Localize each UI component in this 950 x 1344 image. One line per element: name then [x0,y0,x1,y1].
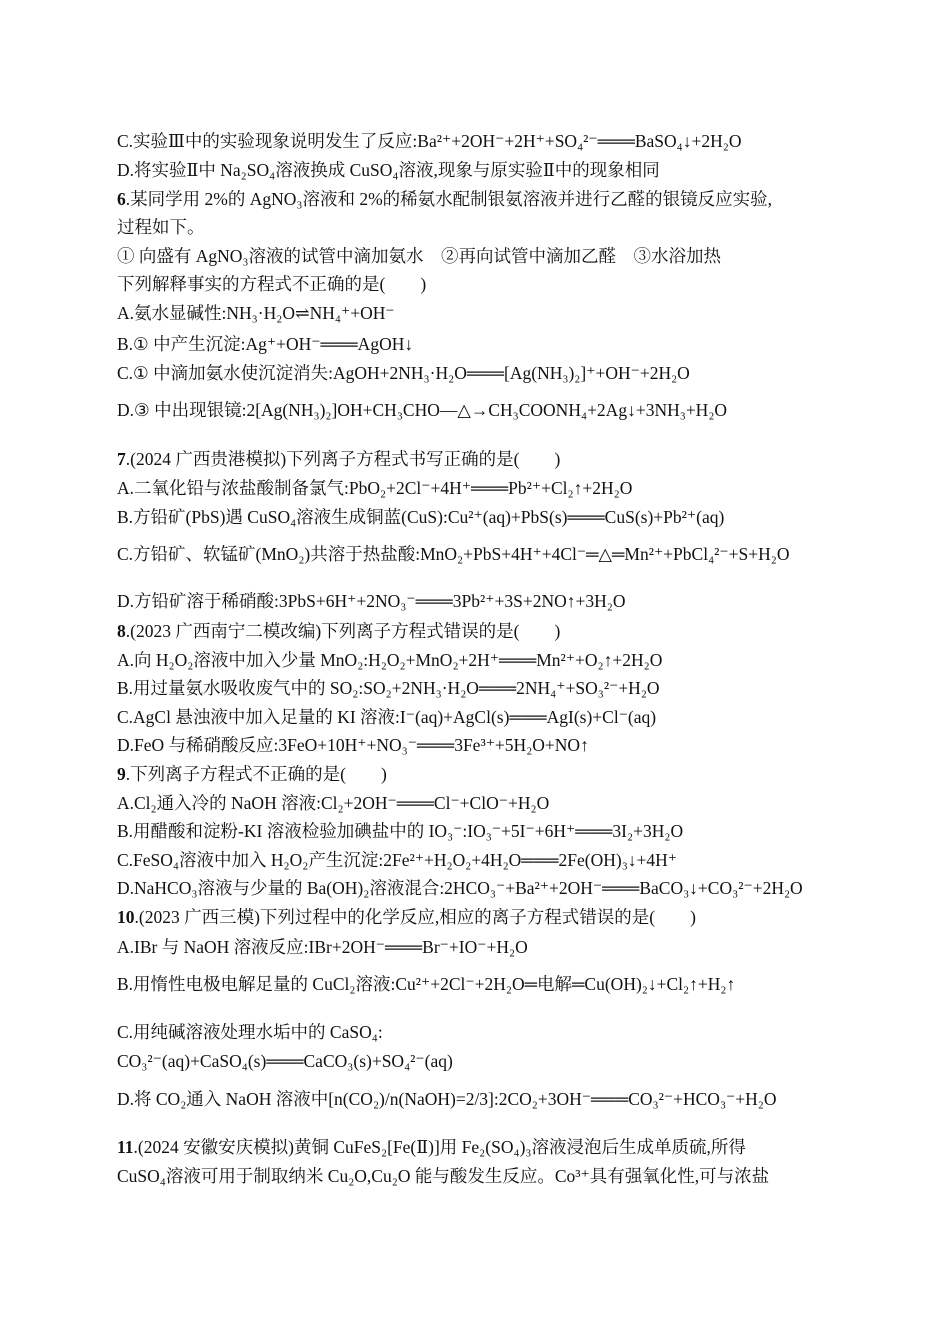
question-number: 8 [117,621,126,641]
question-number: 9 [117,764,126,784]
question-number: 6 [117,189,126,209]
option-9a: A.Cl₂通入冷的 NaOH 溶液:Cl₂+2OH⁻═══Cl⁻+ClO⁻+H₂O [117,793,550,813]
option-7c: C.方铅矿、软锰矿(MnO₂)共溶于热盐酸:MnO₂+PbS+4H⁺+4Cl⁻═△═Mn²⁺+PbCl₄²⁻+S+H₂O [117,544,790,564]
option-10b: B.用惰性电极电解足量的 CuCl₂溶液:Cu²⁺+2Cl⁻+2H₂O═电解═Cu(OH)₂↓+Cl₂↑+H₂↑ [117,974,736,994]
question-10-stem: 10.(2023 广西三模)下列过程中的化学反应,相应的离子方程式错误的是( ) [117,907,696,927]
option-6a: A.氨水显碱性:NH₃·H₂O⇌NH₄⁺+OH⁻ [117,303,395,323]
question-number: 11 [117,1137,134,1157]
question-11-stem-cont: CuSO₄溶液可用于制取纳米 Cu₂O,Cu₂O 能与酸发生反应。Co³⁺具有强氧化性,可与浓盐 [117,1166,770,1186]
option-6b: B.① 中产生沉淀:Ag⁺+OH⁻═══AgOH↓ [117,334,414,354]
option-8b: B.用过量氨水吸收废气中的 SO₂:SO₂+2NH₃·H₂O═══2NH₄⁺+SO₃²⁻+H₂O [117,678,660,698]
question-6-stem: 6.某同学用 2%的 AgNO₃溶液和 2%的稀氨水配制银氨溶液并进行乙醛的银镜反应实验, [117,189,773,209]
option-9b: B.用醋酸和淀粉-KI 溶液检验加碘盐中的 IO₃⁻:IO₃⁻+5I⁻+6H⁺═══3I₂+3H₂O [117,821,684,841]
option-7d: D.方铅矿溶于稀硝酸:3PbS+6H⁺+2NO₃⁻═══3Pb²⁺+3S+2NO↑+3H₂O [117,591,626,611]
option-8c: C.AgCl 悬浊液中加入足量的 KI 溶液:I⁻(aq)+AgCl(s)═══AgI(s)+Cl⁻(aq) [117,707,657,727]
option-8a: A.向 H₂O₂溶液中加入少量 MnO₂:H₂O₂+MnO₂+2H⁺═══Mn²⁺+O₂↑+2H₂O [117,650,663,670]
option-10c-equation: CO₃²⁻(aq)+CaSO₄(s)═══CaCO₃(s)+SO₄²⁻(aq) [117,1051,453,1071]
option-5c: C.实验Ⅲ中的实验现象说明发生了反应:Ba²⁺+2OH⁻+2H⁺+SO₄²⁻═══BaSO₄↓+2H₂O [117,131,742,151]
question-6-prompt: 下列解释事实的方程式不正确的是( ) [117,274,427,294]
question-7-stem: 7.(2024 广西贵港模拟)下列离子方程式书写正确的是( ) [117,449,561,469]
option-8d: D.FeO 与稀硝酸反应:3FeO+10H⁺+NO₃⁻═══3Fe³⁺+5H₂O+NO↑ [117,735,589,755]
option-10c: C.用纯碱溶液处理水垢中的 CaSO₄: [117,1022,383,1042]
question-8-stem: 8.(2023 广西南宁二模改编)下列离子方程式错误的是( ) [117,621,561,641]
question-number: 10 [117,907,135,927]
option-9d: D.NaHCO₃溶液与少量的 Ba(OH)₂溶液混合:2HCO₃⁻+Ba²⁺+2OH⁻═══BaCO₃↓+CO₃²⁻+2H₂O [117,878,803,898]
option-6d: D.③ 中出现银镜:2[Ag(NH₃)₂]OH+CH₃CHO―△→CH₃COONH₄+2Ag↓+3NH₃+H₂O [117,400,728,420]
option-7b: B.方铅矿(PbS)遇 CuSO₄溶液生成铜蓝(CuS):Cu²⁺(aq)+PbS(s)═══CuS(s)+Pb²⁺(aq) [117,507,725,527]
question-9-stem: 9.下列离子方程式不正确的是( ) [117,764,387,784]
question-6-steps: ① 向盛有 AgNO₃溶液的试管中滴加氨水 ②再向试管中滴加乙醛 ③水浴加热 [117,246,722,266]
question-number: 7 [117,449,126,469]
question-6-stem-cont: 过程如下。 [117,217,205,237]
option-10d: D.将 CO₂通入 NaOH 溶液中[n(CO₂)/n(NaOH)=2/3]:2CO₂+3OH⁻═══CO₃²⁻+HCO₃⁻+H₂O [117,1089,777,1109]
question-11-stem: 11.(2024 安徽安庆模拟)黄铜 CuFeS₂[Fe(Ⅱ)]用 Fe₂(SO₄)₃溶液浸泡后生成单质硫,所得 [117,1137,746,1157]
option-5d: D.将实验Ⅱ中 Na₂SO₄溶液换成 CuSO₄溶液,现象与原实验Ⅱ中的现象相同 [117,160,660,180]
option-7a: A.二氧化铅与浓盐酸制备氯气:PbO₂+2Cl⁻+4H⁺═══Pb²⁺+Cl₂↑+2H₂O [117,478,633,498]
option-6c: C.① 中滴加氨水使沉淀消失:AgOH+2NH₃·H₂O═══[Ag(NH₃)₂]⁺+OH⁻+2H₂O [117,363,690,383]
option-9c: C.FeSO₄溶液中加入 H₂O₂产生沉淀:2Fe²⁺+H₂O₂+4H₂O═══2Fe(OH)₃↓+4H⁺ [117,850,678,870]
option-10a: A.IBr 与 NaOH 溶液反应:IBr+2OH⁻═══Br⁻+IO⁻+H₂O [117,937,528,957]
